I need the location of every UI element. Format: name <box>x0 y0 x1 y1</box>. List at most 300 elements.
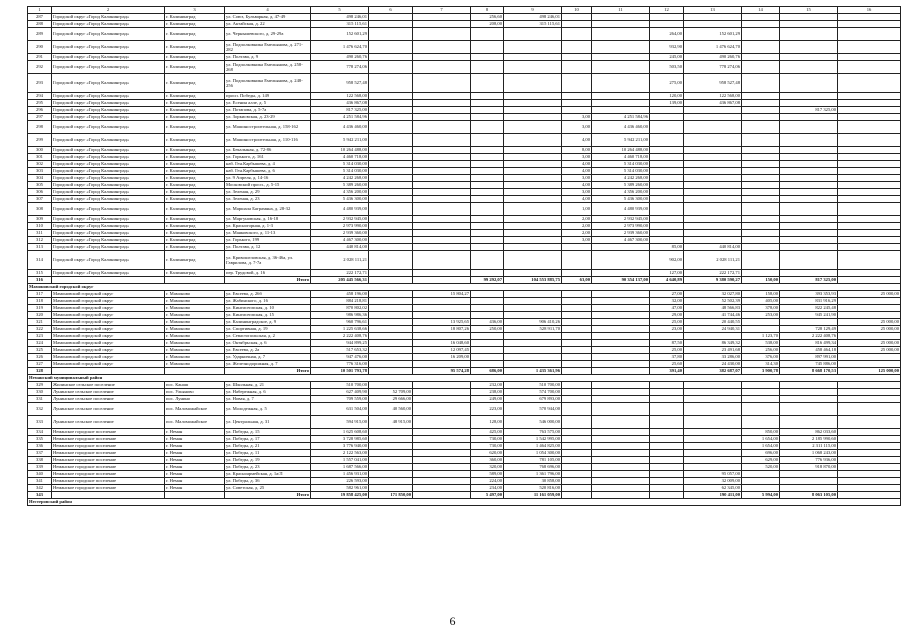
table-cell <box>471 107 504 114</box>
table-cell <box>742 471 780 478</box>
table-cell: Мамоновский городской округ <box>52 361 165 368</box>
table-row <box>28 270 901 277</box>
table-cell: 223,00 <box>471 403 504 416</box>
table-cell: Мамоновский городской округ <box>52 305 165 312</box>
table-cell: 730,00 <box>471 443 504 450</box>
table-cell <box>684 436 742 443</box>
table-cell: 4,00 <box>562 168 592 175</box>
table-cell <box>838 270 901 277</box>
table-cell: Мамоновский городской округ <box>52 312 165 319</box>
table-cell: г. Мамоново <box>165 326 225 333</box>
table-cell: г. Калининград <box>165 244 225 251</box>
table-cell: ул. Маргуновская, д. 16-18 <box>225 216 311 223</box>
table-cell <box>592 485 650 492</box>
table-cell <box>838 312 901 319</box>
table-cell: 320 <box>28 312 52 319</box>
table-cell <box>592 471 650 478</box>
table-cell <box>742 21 780 28</box>
table-cell: 37,80 <box>650 354 684 361</box>
table-cell <box>838 230 901 237</box>
table-cell <box>742 382 780 389</box>
table-cell <box>413 107 471 114</box>
table-cell: ул. Машиностроительная, д. 158-162 <box>225 121 311 134</box>
table-row <box>28 319 901 326</box>
table-cell: 238,00 <box>471 389 504 396</box>
table-cell <box>369 305 413 312</box>
table-cell: 29,00 <box>650 312 684 319</box>
table-cell: 4 480 939,00 <box>311 203 369 216</box>
table-cell: г. Мамоново <box>165 361 225 368</box>
table-cell: 29 666,00 <box>369 396 413 403</box>
table-cell <box>684 389 742 396</box>
table-cell: 2 222 408,76 <box>311 333 369 340</box>
table-row <box>28 471 901 478</box>
table-cell <box>838 223 901 230</box>
table-cell: г. Калининград <box>165 182 225 189</box>
table-cell: 4 460 718,00 <box>592 154 650 161</box>
table-cell: г. Неман <box>165 471 225 478</box>
table-cell: 2 939 360,00 <box>592 230 650 237</box>
table-cell: Городской округ «Город Калининград» <box>52 114 165 121</box>
table-cell <box>592 429 650 436</box>
table-cell: 25 000,00 <box>838 340 901 347</box>
table-cell: ул. Маршала Баграмяна, д. 28-32 <box>225 203 311 216</box>
table-cell: 1 225 638,66 <box>311 326 369 333</box>
table-cell: 817 325,00 <box>780 277 838 284</box>
table-cell <box>650 485 684 492</box>
table-cell <box>369 223 413 230</box>
table-cell <box>369 457 413 464</box>
table-cell: г. Калининград <box>165 61 225 74</box>
table-cell: 292 <box>28 61 52 74</box>
table-cell <box>838 354 901 361</box>
table-row <box>28 443 901 450</box>
table-cell <box>369 450 413 457</box>
table-cell: 627 409,90 <box>311 389 369 396</box>
column-number: 13 <box>684 7 742 14</box>
table-cell: 679 893,00 <box>504 396 562 403</box>
table-cell: 816 499,34 <box>780 340 838 347</box>
table-cell: 10 264 488,00 <box>592 147 650 154</box>
table-cell: Городской округ «Город Калининград» <box>52 230 165 237</box>
table-cell <box>592 41 650 54</box>
table-cell <box>413 389 471 396</box>
table-cell: 16 209,00 <box>413 354 471 361</box>
column-number: 5 <box>311 7 369 14</box>
table-row <box>28 182 901 189</box>
table-cell <box>684 416 742 429</box>
table-cell <box>742 154 780 161</box>
table-cell <box>650 389 684 396</box>
table-cell <box>742 182 780 189</box>
table-cell <box>592 368 650 375</box>
table-cell <box>369 134 413 147</box>
table-cell: Городской округ «Город Калининград» <box>52 28 165 41</box>
table-cell: 222 172,71 <box>684 270 742 277</box>
table-cell <box>684 333 742 340</box>
table-cell: 224,00 <box>471 478 504 485</box>
table-cell: г. Калининград <box>165 237 225 244</box>
table-cell: ул. Кингисеппская, д. 10 <box>225 305 311 312</box>
table-cell <box>369 154 413 161</box>
table-cell: 4 436 460,00 <box>311 121 369 134</box>
table-cell: 15 804,27 <box>413 291 471 298</box>
table-cell <box>369 291 413 298</box>
table-cell <box>369 312 413 319</box>
section-header-row <box>28 375 901 382</box>
table-cell <box>592 298 650 305</box>
table-cell: Мамоновский городской округ <box>52 347 165 354</box>
table-cell <box>504 93 562 100</box>
table-cell: Неманское городское поселение <box>52 464 165 471</box>
table-row <box>28 74 901 93</box>
table-cell <box>592 270 650 277</box>
table-cell <box>838 100 901 107</box>
table-cell: 458 464,18 <box>780 347 838 354</box>
table-cell <box>369 485 413 492</box>
table-cell: ул. Победы, д. 15 <box>225 429 311 436</box>
table-cell: 817 325,00 <box>780 107 838 114</box>
table-cell: 498 246,01 <box>311 14 369 21</box>
table-cell: Городской округ «Город Калининград» <box>52 251 165 270</box>
column-number: 14 <box>742 7 780 14</box>
table-cell: Городской округ «Город Калининград» <box>52 175 165 182</box>
table-cell <box>471 223 504 230</box>
table-cell <box>369 189 413 196</box>
table-cell <box>562 312 592 319</box>
table-cell: ул. Бекалыная, д. 72-86 <box>225 147 311 154</box>
table-cell: 208,00 <box>471 21 504 28</box>
table-cell <box>369 244 413 251</box>
table-cell: 2 122 563,00 <box>311 450 369 457</box>
table-cell: 339 <box>28 464 52 471</box>
table-cell <box>780 74 838 93</box>
table-cell <box>562 305 592 312</box>
table-cell <box>838 121 901 134</box>
table-cell: ул. Подполковника Емельянова, д. 248-256 <box>225 74 311 93</box>
total-row <box>28 277 901 284</box>
table-cell <box>592 21 650 28</box>
table-cell: 1 476 624,70 <box>684 41 742 54</box>
table-cell <box>780 28 838 41</box>
table-cell: 322 <box>28 326 52 333</box>
column-number-row <box>28 7 901 14</box>
table-cell: 190 411,00 <box>684 492 742 499</box>
table-cell <box>504 244 562 251</box>
table-cell <box>369 340 413 347</box>
table-cell: 25,00 <box>650 319 684 326</box>
table-row <box>28 14 901 21</box>
table-cell <box>838 277 901 284</box>
table-row <box>28 429 901 436</box>
table-cell: ул. Союз, Бульварная, д. 47-49 <box>225 14 311 21</box>
table-cell <box>650 134 684 147</box>
table-cell: 5 994,00 <box>742 492 780 499</box>
table-cell <box>684 182 742 189</box>
table-cell: ул. Победы, д. 23 <box>225 464 311 471</box>
table-cell: Мамоновский городской округ <box>52 319 165 326</box>
table-cell: г. Калининград <box>165 74 225 93</box>
table-cell: 298 <box>28 121 52 134</box>
table-cell: Мамоновский городской округ <box>52 291 165 298</box>
table-cell: Городской округ «Город Калининград» <box>52 270 165 277</box>
table-cell <box>562 298 592 305</box>
table-cell: Городской округ «Город Калининград» <box>52 182 165 189</box>
table-row <box>28 168 901 175</box>
table-cell: г. Калининград <box>165 251 225 270</box>
table-cell: ул. Потапова, д. 5-7а <box>225 107 311 114</box>
table-cell: 918 870,00 <box>780 464 838 471</box>
table-cell <box>504 305 562 312</box>
table-cell: 152 601,29 <box>684 28 742 41</box>
table-cell: 122 568,00 <box>311 93 369 100</box>
table-cell: 306 <box>28 189 52 196</box>
table-cell <box>369 347 413 354</box>
table-cell <box>562 382 592 389</box>
table-cell: 2 973 990,00 <box>592 223 650 230</box>
table-cell: 25 000,00 <box>838 319 901 326</box>
table-cell <box>562 361 592 368</box>
table-cell <box>562 347 592 354</box>
table-cell <box>742 147 780 154</box>
table-cell: Итого <box>225 368 311 375</box>
table-cell: 293 <box>28 74 52 93</box>
table-cell: 4 242 268,00 <box>592 175 650 182</box>
table-cell: 318 <box>28 298 52 305</box>
table-cell: 328 <box>28 368 52 375</box>
table-cell <box>742 168 780 175</box>
table-cell: 291 <box>28 54 52 61</box>
table-cell <box>742 478 780 485</box>
table-cell <box>650 114 684 121</box>
table-cell: 5 314 030,00 <box>592 168 650 175</box>
table-cell: г. Неман <box>165 464 225 471</box>
table-cell <box>650 121 684 134</box>
table-cell: 90 354 137,00 <box>592 277 650 284</box>
table-cell <box>780 230 838 237</box>
table-row <box>28 361 901 368</box>
table-cell: 319 <box>28 305 52 312</box>
table-cell: 314 <box>28 251 52 270</box>
table-cell: 696,00 <box>742 450 780 457</box>
table-cell: ул. Евсеева, д. 26б <box>225 291 311 298</box>
table-row <box>28 354 901 361</box>
table-cell: 302 <box>28 161 52 168</box>
table-cell <box>684 121 742 134</box>
table-cell <box>742 485 780 492</box>
table-cell: 4,00 <box>562 196 592 203</box>
table-cell: ул. Спортивная, д. 19 <box>225 326 311 333</box>
table-cell <box>780 416 838 429</box>
table-cell: г. Калининград <box>165 189 225 196</box>
table-cell: ул. Железнодорожная, д. 7 <box>225 361 311 368</box>
table-cell: 316 <box>28 277 52 284</box>
table-cell: 5 436 300,00 <box>592 196 650 203</box>
table-cell <box>471 189 504 196</box>
table-cell: г. Мамоново <box>165 319 225 326</box>
table-cell: 2,00 <box>562 216 592 223</box>
table-cell: 947 476,00 <box>311 354 369 361</box>
table-cell <box>369 277 413 284</box>
table-cell: 4 356 200,00 <box>311 189 369 196</box>
table-cell <box>742 121 780 134</box>
table-cell <box>838 443 901 450</box>
table-row <box>28 230 901 237</box>
table-cell: 425,00 <box>471 429 504 436</box>
table-cell: 517 653,32 <box>311 347 369 354</box>
table-cell <box>780 168 838 175</box>
table-cell <box>413 333 471 340</box>
table-cell <box>413 230 471 237</box>
table-cell: 1 054 300,00 <box>504 450 562 457</box>
table-cell <box>838 436 901 443</box>
table-cell <box>838 361 901 368</box>
table-cell <box>562 464 592 471</box>
table-cell <box>562 21 592 28</box>
table-cell <box>562 74 592 93</box>
table-row <box>28 312 901 319</box>
table-cell: 776 316,00 <box>311 361 369 368</box>
table-cell <box>504 61 562 74</box>
table-cell: Мамоновский городской округ <box>52 298 165 305</box>
table-cell: Неманское городское поселение <box>52 471 165 478</box>
table-cell: г. Калининград <box>165 41 225 54</box>
table-cell <box>650 107 684 114</box>
table-cell <box>780 203 838 216</box>
table-cell: г. Калининград <box>165 107 225 114</box>
table-body <box>28 7 901 506</box>
table-cell <box>504 203 562 216</box>
table-cell <box>471 121 504 134</box>
table-cell: 264,00 <box>650 28 684 41</box>
column-number: 1 <box>28 7 52 14</box>
column-number: 16 <box>838 7 901 14</box>
table-cell: 9 380 590,27 <box>684 277 742 284</box>
table-cell: 884 218,81 <box>311 298 369 305</box>
table-cell <box>413 237 471 244</box>
table-cell: 436,00 <box>471 319 504 326</box>
table-cell <box>562 54 592 61</box>
table-cell: 47,00 <box>650 305 684 312</box>
table-cell <box>592 74 650 93</box>
table-cell: 333 <box>28 416 52 429</box>
table-cell: Лунинское сельское поселение <box>52 389 165 396</box>
table-cell <box>650 464 684 471</box>
table-cell: 48 566,83 <box>684 305 742 312</box>
table-cell: пос. Лунино <box>165 396 225 403</box>
table-cell <box>780 182 838 189</box>
table-cell <box>471 54 504 61</box>
table-cell: 1 687 566,00 <box>311 464 369 471</box>
table-cell <box>780 319 838 326</box>
table-cell <box>838 74 901 93</box>
table-cell <box>504 196 562 203</box>
table-cell: Городской округ «Город Калининград» <box>52 21 165 28</box>
table-cell: Городской округ «Город Калининград» <box>52 61 165 74</box>
column-number: 4 <box>225 7 311 14</box>
table-cell: 288 <box>28 21 52 28</box>
table-cell: ул. Машиностроительная, д. 110-116 <box>225 134 311 147</box>
table-cell: 336 <box>28 443 52 450</box>
table-cell: г. Мамоново <box>165 312 225 319</box>
table-cell: 958 527,48 <box>311 74 369 93</box>
table-cell: г. Калининград <box>165 216 225 223</box>
table-cell <box>471 230 504 237</box>
table-cell: 340 <box>28 471 52 478</box>
table-cell: 307 <box>28 196 52 203</box>
table-cell <box>838 416 901 429</box>
table-cell <box>504 361 562 368</box>
table-cell <box>413 93 471 100</box>
table-cell <box>592 416 650 429</box>
table-cell <box>504 121 562 134</box>
table-cell: ул. Ударничная, д. 7 <box>225 354 311 361</box>
table-cell <box>742 14 780 21</box>
table-cell <box>165 277 225 284</box>
table-cell <box>369 298 413 305</box>
table-cell <box>413 429 471 436</box>
table-cell <box>562 389 592 396</box>
table-cell: Лунинское сельское поселение <box>52 416 165 429</box>
table-cell <box>471 251 504 270</box>
table-cell <box>684 114 742 121</box>
table-cell <box>504 175 562 182</box>
table-cell: ул. Победы, д. 19 <box>225 457 311 464</box>
table-cell: ул. Центральная, д. 31 <box>225 416 311 429</box>
table-cell: 158,00 <box>742 291 780 298</box>
table-cell: г. Неман <box>165 429 225 436</box>
table-cell <box>780 251 838 270</box>
table-cell: 1 435 361,96 <box>504 368 562 375</box>
table-cell <box>369 216 413 223</box>
table-cell <box>369 28 413 41</box>
table-cell: 311 <box>28 230 52 237</box>
table-cell <box>650 237 684 244</box>
table-cell <box>369 270 413 277</box>
table-cell <box>52 368 165 375</box>
table-cell <box>838 464 901 471</box>
table-cell <box>369 429 413 436</box>
table-cell <box>413 298 471 305</box>
table-cell: 1 361 796,00 <box>504 471 562 478</box>
table-cell: г. Калининград <box>165 230 225 237</box>
table-cell: 95 057,00 <box>684 471 742 478</box>
table-cell <box>369 107 413 114</box>
table-cell: г. Калининград <box>165 134 225 147</box>
table-cell <box>471 134 504 147</box>
table-row <box>28 93 901 100</box>
table-cell: 312 <box>28 237 52 244</box>
table-cell: 3 900,78 <box>742 368 780 375</box>
total-row <box>28 492 901 499</box>
table-cell <box>650 189 684 196</box>
table-cell <box>504 114 562 121</box>
table-row <box>28 244 901 251</box>
table-cell <box>780 14 838 21</box>
table-cell <box>838 107 901 114</box>
table-cell <box>504 74 562 93</box>
table-cell: г. Мамоново <box>165 305 225 312</box>
table-cell <box>742 134 780 147</box>
table-cell <box>471 312 504 319</box>
table-cell <box>413 244 471 251</box>
table-cell <box>592 382 650 389</box>
table-cell: пос. Маломожайское <box>165 403 225 416</box>
table-cell: 778 274,06 <box>311 61 369 74</box>
table-row <box>28 478 901 485</box>
table-cell <box>504 312 562 319</box>
table-cell <box>684 237 742 244</box>
